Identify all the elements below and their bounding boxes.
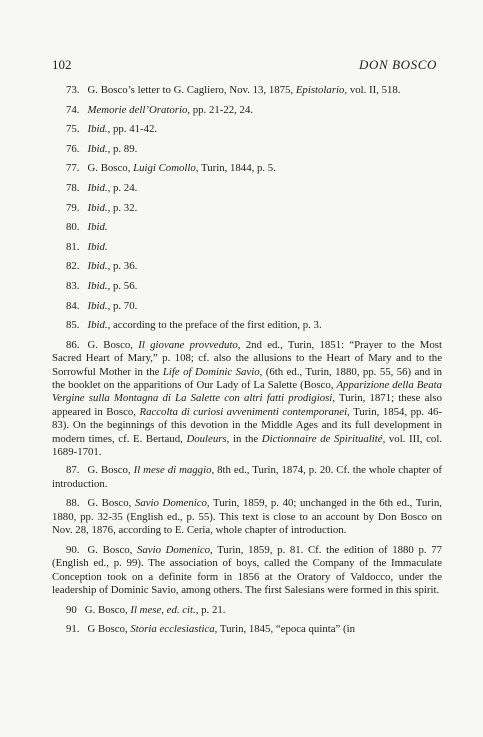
- endnote-text: , vol. II, 518.: [344, 84, 401, 96]
- endnote-title-text: Storia ecclesiastica: [130, 623, 215, 636]
- endnote: [52, 604, 442, 617]
- endnotes-list: [52, 84, 442, 643]
- endnote-text: G. Bosco,: [84, 603, 131, 616]
- endnote-text: G. Bosco,: [87, 162, 134, 175]
- endnote-number: 86.: [66, 338, 80, 351]
- endnote-text: , pp. 21-22, 24.: [187, 103, 254, 116]
- endnote-text: , 8th ed., Turin, 1874, p. 20. Cf. the whole chapter of introduction.: [52, 464, 442, 490]
- endnote-number: 90: [66, 603, 77, 616]
- endnote-title-text: Life of Dominic Savio: [162, 365, 260, 378]
- endnote-title-text: Luigi Comollo: [133, 162, 196, 175]
- endnote-text: , according to the preface of the first edition, p. 3.: [107, 319, 322, 332]
- endnote-title-text: Dictionnaire de Spiritualité: [261, 432, 383, 445]
- endnote-text: G. Bosco,: [87, 464, 134, 477]
- endnote: [52, 300, 442, 313]
- endnote: [52, 202, 442, 215]
- endnote-title-text: Douleurs: [186, 432, 227, 445]
- page-header: [52, 57, 437, 73]
- endnote-text: , Turin, 1845, “epoca quinta” (in: [214, 623, 355, 636]
- endnote-text: , in the: [226, 432, 262, 445]
- endnote-title-text: Apparizione della Beata Vergine sulla Montagna di La Salette con altri fatti prodigiosi: [52, 378, 442, 405]
- endnote-text: , p. 89.: [107, 142, 138, 155]
- endnote-number: 81.: [66, 240, 80, 253]
- endnote-title-text: Ibid.: [87, 142, 108, 155]
- endnote-title-text: Memorie dell’Oratorio: [87, 103, 188, 116]
- endnote-number: 79.: [66, 201, 80, 214]
- endnote-text: , pp. 41-42.: [107, 123, 158, 136]
- endnote-text: , p. 24.: [107, 181, 138, 194]
- endnote-text: , p. 21.: [195, 603, 226, 616]
- endnote-number: 80.: [66, 221, 80, 234]
- endnote-text: , 2nd ed., Turin, 1851: “Prayer to the Most Sacred Heart of Mary,” p. 108; cf. also the allusions to the Heart of Mary and to the Sorrowful Mother in the: [52, 338, 442, 378]
- running-title: DON BOSCO: [359, 57, 437, 72]
- endnote-number: 85.: [66, 319, 80, 332]
- endnote: [52, 623, 442, 636]
- endnote-number: 77.: [66, 162, 80, 175]
- endnote-title-text: Ibid.: [87, 240, 108, 253]
- endnote: [52, 280, 442, 293]
- endnote: [52, 123, 442, 136]
- endnote: [52, 339, 442, 460]
- endnote-title-text: Savio Domenico: [134, 497, 207, 510]
- endnote-title-text: Ibid.: [87, 123, 108, 136]
- endnote: [52, 221, 442, 234]
- endnote-number: 78.: [66, 181, 80, 194]
- endnote-text: G. Bosco,: [87, 497, 135, 510]
- endnote: [52, 162, 442, 175]
- endnote-text: , Turin, 1844, p. 5.: [195, 162, 276, 175]
- endnote-number: 90.: [66, 543, 80, 556]
- endnote-title-text: Il mese, ed. cit.: [130, 603, 196, 616]
- endnote-title-text: Ibid.: [87, 181, 108, 194]
- endnote-number: 87.: [66, 464, 80, 477]
- endnote-number: 82.: [66, 260, 80, 273]
- endnote-number: 75.: [66, 123, 80, 136]
- endnote: [52, 182, 442, 195]
- endnote-title-text: Ibid.: [87, 221, 108, 234]
- endnote-number: 88.: [66, 497, 80, 510]
- endnote: [52, 84, 442, 97]
- endnote-number: 73.: [66, 84, 80, 96]
- endnote: [52, 260, 442, 273]
- endnote-text: , (6th ed., Turin, 1880, pp. 55, 56) and in the booklet on the apparitions of Our Lady of La Salette (Bosco,: [52, 365, 443, 391]
- page-number: 102: [52, 57, 72, 72]
- endnote-text: , p. 32.: [107, 201, 138, 214]
- endnote-title-text: Savio Domenico: [137, 543, 211, 556]
- endnote: [52, 143, 442, 156]
- endnote-text: , vol. III, col. 1689-1701.: [52, 432, 443, 458]
- endnote-text: , p. 70.: [107, 299, 138, 312]
- endnote: [52, 497, 442, 537]
- endnote-title-text: Raccolta di curiosi avvenimenti contemporanei: [139, 405, 348, 418]
- endnote-text: , Turin, 1854, pp. 46-83). On the beginnings of this devotion in the Middle Ages and its full development in modern times, cf. E. Bertaud,: [52, 405, 442, 445]
- endnote-text: G. Bosco,: [87, 543, 137, 556]
- endnote-title-text: Il giovane provveduto: [138, 338, 238, 351]
- endnote-number: 84.: [66, 299, 80, 312]
- endnote: [52, 104, 442, 117]
- endnote-text: , Turin, 1871; these also appeared in Bosco,: [52, 392, 442, 418]
- endnote-text: , p. 56.: [107, 279, 138, 292]
- endnote-title-text: Il mese di maggio: [133, 464, 212, 477]
- endnote-text: G. Bosco’s letter to G. Cagliero, Nov. 13, 1875,: [87, 84, 296, 96]
- endnote-number: 74.: [66, 103, 80, 116]
- endnote-text: , Turin, 1859, p. 40; unchanged in the 6th ed., Turin, 1880, pp. 32-35 (English ed., p. 55). This text is close to an account by Don Bosco on Nov. 28, 1876, according to E. Ceria, whole chapter of introduction.: [52, 497, 442, 537]
- endnote-title-text: Ibid.: [87, 260, 108, 273]
- endnote-text: , p. 36.: [107, 260, 138, 273]
- endnote-number: 91.: [66, 623, 80, 636]
- endnote-title-text: Ibid.: [87, 279, 108, 292]
- endnote-number: 76.: [66, 142, 80, 155]
- endnote-title-text: Epistolario: [295, 84, 345, 96]
- endnote: [52, 544, 442, 598]
- endnote: [52, 241, 442, 254]
- endnote-title-text: Ibid.: [87, 299, 108, 312]
- endnote-text: G. Bosco,: [87, 338, 139, 351]
- endnote-text: , Turin, 1859, p. 81. Cf. the edition of 1880 p. 77 (English ed., p. 99). The association of boys, called the Company of the Immaculate Conception took on a definite form in 1856 at the Oratory of Valdocco, under the leadership of Dominic Savio, among others. The first Salesians were formed in this spirit.: [52, 543, 443, 596]
- endnote: [52, 319, 442, 332]
- endnote-text: G Bosco,: [87, 623, 131, 636]
- endnote-title-text: Ibid.: [87, 201, 108, 214]
- endnote-number: 83.: [66, 279, 80, 292]
- endnote-title-text: Ibid.: [87, 319, 108, 332]
- endnote: [52, 464, 442, 491]
